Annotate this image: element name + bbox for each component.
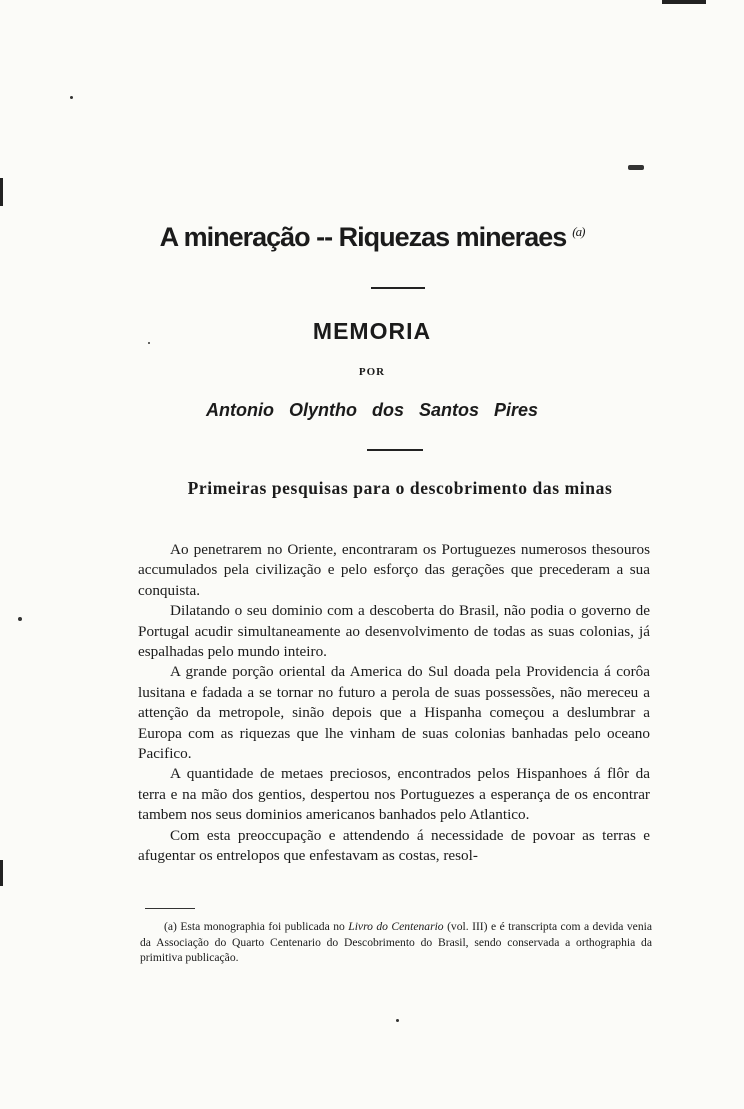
scan-speck — [70, 96, 73, 99]
page-edge-mark — [0, 178, 3, 206]
paragraph: A quantidade de metaes preciosos, encontrados pelos Hispanhoes á flôr da terra e na mão dos gentios, despertou nos Portuguezes a esperança de os encontrar tambem nos seus dominios americanos banhados pelo Atlantico. — [138, 765, 650, 824]
footnote — [140, 919, 652, 966]
paragraph: Com esta preoccupação e attendendo á necessidade de povoar as terras e afugentar os entrelopos que enfestavam as costas, resol- — [138, 826, 650, 865]
scan-speck — [18, 617, 22, 621]
subtitle: MEMORIA — [312, 318, 432, 344]
article-title — [0, 222, 744, 253]
footnote-divider — [145, 908, 195, 909]
footnote-text-after: (vol. III) e é transcripta com a devida venia da Associação do Quarto Centenario do Descobrimento do Brasil, sendo conservada a orthographia da primitiva publicação. — [140, 920, 652, 964]
paragraph: Ao penetrarem no Oriente, encontraram os Portuguezes numerosos thesouros accumulados pela civilização e pelo esforço das gerações que precederam a sua conquista. — [138, 541, 650, 599]
author-divider — [367, 449, 423, 451]
footnote-book-title: Livro do Centenario — [348, 920, 444, 933]
footnote-mark: (a) — [164, 920, 177, 933]
scan-speck — [628, 165, 644, 170]
footnote-text-before: Esta monographia foi publicada no — [180, 920, 345, 933]
body-text — [138, 540, 650, 867]
paragraph: Dilatando o seu dominio com a descoberta do Brasil, não podia o governo de Portugal acudir simultaneamente ao desenvolvimento de todas as suas colonias, já espalhadas pelo mundo inteiro. — [138, 602, 650, 661]
section-heading: Primeiras pesquisas para o descobrimento das minas — [187, 478, 613, 498]
title-text: A mineração -- Riquezas mineraes — [159, 222, 567, 252]
title-divider — [371, 287, 425, 289]
byline-label: POR — [358, 366, 386, 378]
title-footnote-mark: (a) — [572, 224, 585, 239]
author-name: Antonio Olyntho dos Santos Pires — [205, 400, 539, 420]
page-edge-mark — [0, 860, 3, 886]
paragraph: A grande porção oriental da America do Sul doada pela Providencia á corôa lusitana e fadada a se tornar no futuro a perola de suas possessões, não mereceu a attenção da metropole, sinão depois que a Hispanha começou a deslumbrar a Europa com as riquezas que lhe vinham de suas colonias banhadas pelo oceano Pacifico. — [138, 663, 650, 763]
page-corner-mark — [662, 0, 706, 4]
scan-speck — [396, 1019, 399, 1022]
